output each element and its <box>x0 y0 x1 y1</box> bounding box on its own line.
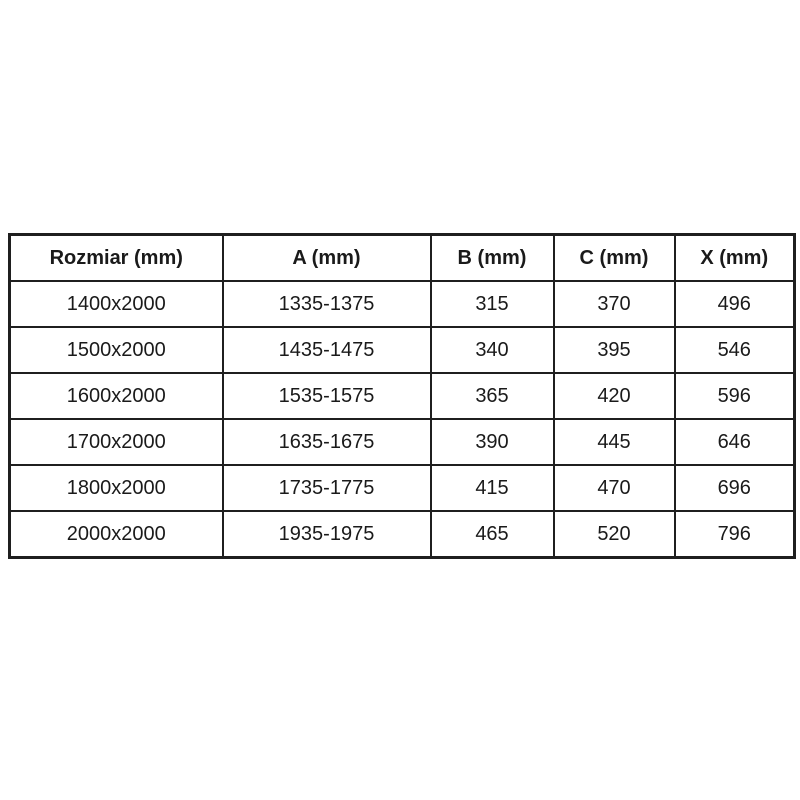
cell-x: 496 <box>675 281 795 327</box>
cell-a: 1735-1775 <box>223 465 431 511</box>
cell-a: 1635-1675 <box>223 419 431 465</box>
cell-b: 415 <box>431 465 554 511</box>
col-header-b: B (mm) <box>431 235 554 282</box>
cell-x: 796 <box>675 511 795 558</box>
table-row <box>10 373 795 419</box>
table-row <box>10 465 795 511</box>
cell-x: 596 <box>675 373 795 419</box>
cell-c: 370 <box>554 281 675 327</box>
cell-x: 546 <box>675 327 795 373</box>
cell-b: 315 <box>431 281 554 327</box>
cell-a: 1535-1575 <box>223 373 431 419</box>
table-row <box>10 419 795 465</box>
cell-a: 1935-1975 <box>223 511 431 558</box>
cell-rozmiar: 1400x2000 <box>10 281 223 327</box>
table-body <box>10 281 795 558</box>
header-row <box>10 235 795 282</box>
cell-c: 445 <box>554 419 675 465</box>
cell-b: 340 <box>431 327 554 373</box>
cell-b: 390 <box>431 419 554 465</box>
dimensions-table <box>8 233 796 559</box>
cell-c: 520 <box>554 511 675 558</box>
cell-a: 1435-1475 <box>223 327 431 373</box>
cell-c: 420 <box>554 373 675 419</box>
cell-rozmiar: 1500x2000 <box>10 327 223 373</box>
cell-c: 470 <box>554 465 675 511</box>
cell-rozmiar: 1800x2000 <box>10 465 223 511</box>
col-header-a: A (mm) <box>223 235 431 282</box>
cell-b: 365 <box>431 373 554 419</box>
cell-rozmiar: 2000x2000 <box>10 511 223 558</box>
table-header <box>10 235 795 282</box>
col-header-rozmiar: Rozmiar (mm) <box>10 235 223 282</box>
cell-x: 646 <box>675 419 795 465</box>
cell-x: 696 <box>675 465 795 511</box>
cell-c: 395 <box>554 327 675 373</box>
table-row <box>10 327 795 373</box>
cell-a: 1335-1375 <box>223 281 431 327</box>
table-row <box>10 281 795 327</box>
cell-rozmiar: 1600x2000 <box>10 373 223 419</box>
col-header-c: C (mm) <box>554 235 675 282</box>
cell-rozmiar: 1700x2000 <box>10 419 223 465</box>
cell-b: 465 <box>431 511 554 558</box>
table-row <box>10 511 795 558</box>
col-header-x: X (mm) <box>675 235 795 282</box>
